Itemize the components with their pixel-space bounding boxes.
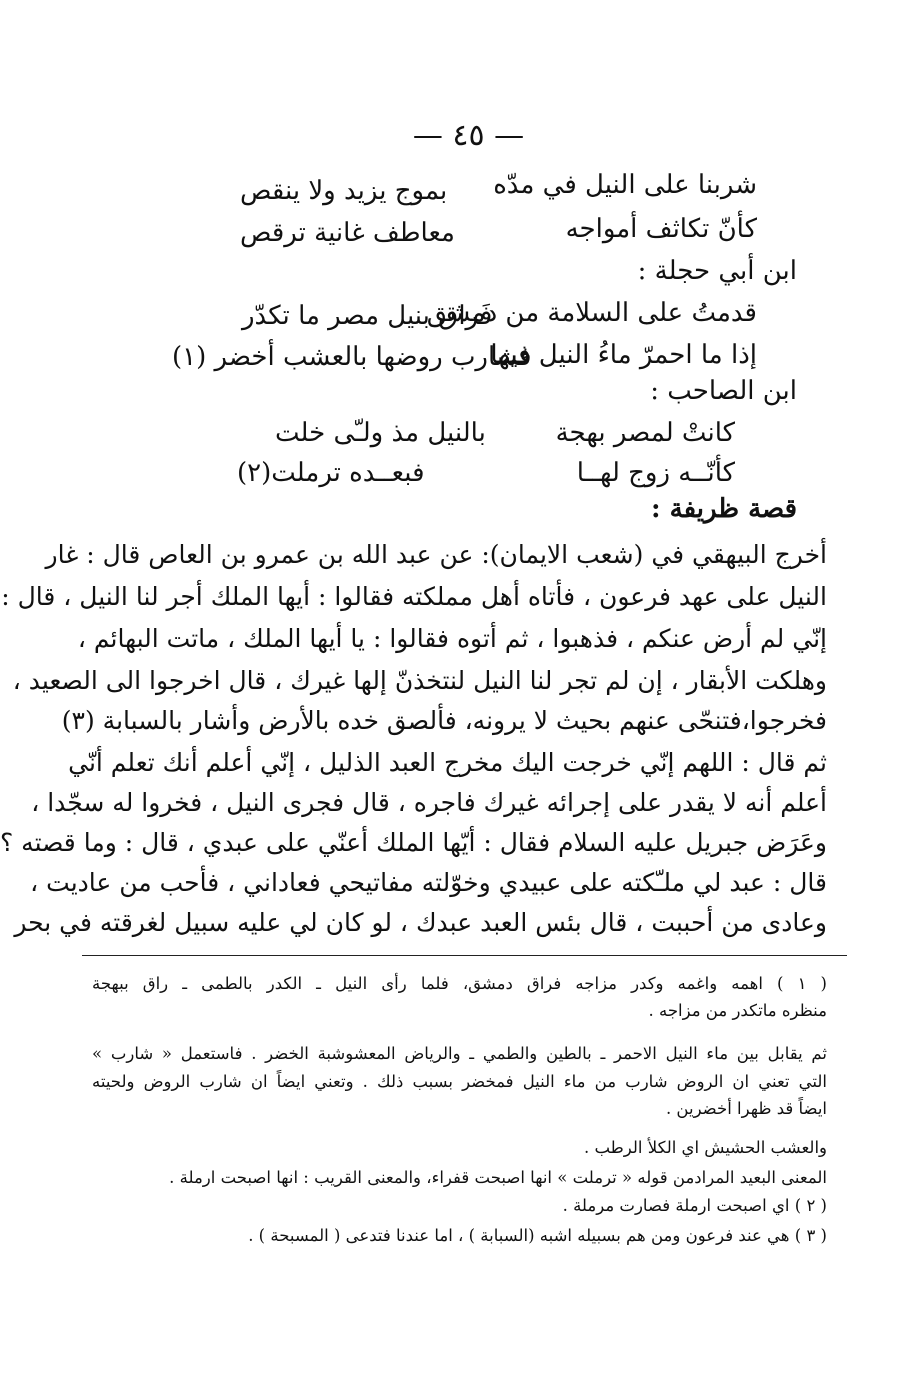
story-line: النيل على عهد فرعون ، فأتاه أهل مملكته فقالوا : أيها الملك أجر لنا النيل ، قال : xyxy=(1,582,827,611)
poet-name: ابن أبي حجلة : xyxy=(637,256,797,286)
verse-hemistich-right: كأنّــه زوج لهــا xyxy=(576,458,735,488)
verse-hemistich-left: بالنيل مذ ولـّى خلت xyxy=(275,418,486,448)
poet-name: ابن الصاحب : xyxy=(650,376,797,406)
verse-hemistich-left: فبعــده ترملت(٢) xyxy=(237,458,425,488)
footnote-line: ثم يقابل بين ماء النيل الاحمر ـ بالطين والطمي ـ والرياض المعشوشبة الخضر . فاستعمل « شارب » xyxy=(92,1044,827,1063)
footnote-line: منظره ماتكدر من مزاجه . xyxy=(648,1001,827,1020)
story-line: ثم قال : اللهم إنّي خرجت اليك مخرج العبد الذليل ، إنّي أعلم أنك تعلم أنّي xyxy=(68,748,827,777)
story-line: أخرج البيهقي في (شعب الايمان): عن عبد الله بن عمرو بن العاص قال : غار xyxy=(45,540,827,569)
story-line: وعَرَض جبريل عليه السلام فقال : أيّها الملك أعنّي على عبدي ، قال : وما قصته ؟ xyxy=(0,828,827,857)
story-line: إنّي لم أرض عنكم ، فذهبوا ، ثم أتوه فقالوا : يا أيها الملك ، ماتت البهائم ، xyxy=(77,624,827,653)
story-line: وهلكت الأبقار ، إن لم تجر لنا النيل لنتخذنّ إلها غيرك ، قال اخرجوا الى الصعيد ، xyxy=(12,666,827,695)
verse-hemistich-right: كانتْ لمصر بهجة xyxy=(555,418,735,448)
section-title: قصة ظريفة : xyxy=(651,494,797,524)
verse-hemistich-right: كأنّ تكاثف أمواجه xyxy=(565,214,757,244)
verse-hemistich-right: إذا ما احمرّ ماءُ النيل فيها xyxy=(490,340,757,370)
story-line: أعلم أنه لا يقدر على إجرائه غيرك فاجره ، قال فجرى النيل ، فخروا له سجّدا ، xyxy=(31,788,827,817)
footnote-line: والعشب الحشيش اي الكلأ الرطب . xyxy=(583,1138,827,1157)
footnote-line: ( ٣ ) هي عند فرعون ومن هم بسبيله اشبه (السبابة ) ، اما عندنا فتدعى ( المسبحة ) . xyxy=(248,1226,827,1245)
footnote-line: ( ١ ) اهمه واغمه وكدر مزاجه فراق دمشق، فلما رأى النيل ـ الكدر بالطمى ـ راق ببهجة xyxy=(92,974,827,993)
footnote-line: ايضاً قد ظهرا أخضرين . xyxy=(665,1099,827,1118)
verse-hemistich-left: معاطف غانية ترقص xyxy=(240,218,455,248)
footnote-line: التي تعني ان الروض شارب من ماء النيل فمخضر بسبب ذلك . وتعني ايضاً ان شارب الروض ولحيته xyxy=(92,1072,827,1091)
story-line: قال : عبد لي ملـّكته على عبيدي وخوّلته مفاتيحي فعاداني ، فأحب من عاديت ، xyxy=(30,868,827,897)
footnote-line: ( ٢ ) اي اصبحت ارملة فصارت مرملة . xyxy=(562,1196,827,1215)
verse-hemistich-right: شربنا على النيل في مدّه xyxy=(493,170,757,200)
story-line: فخرجوا،فتنحّى عنهم بحيث لا يرونه، فألصق خده بالأرض وأشار بالسبابة (٣) xyxy=(61,706,827,735)
verse-hemistich-left: فشارب روضها بالعشب أخضر (١) xyxy=(172,342,532,372)
verse-hemistich-right: قدمتُ على السلامة من دمشق xyxy=(426,298,757,328)
story-line: وعادى من أحببت ، قال بئس العبد عبدك ، لو كان لي عليه سبيل لغرقته في بحر xyxy=(14,908,827,937)
footnote-line: المعنى البعيد المرادمن قوله « ترملت » انها اصبحت قفراء، والمعنى القريب : انها اصبحت ارملة . xyxy=(169,1168,827,1187)
page-number: — ٤٥ — xyxy=(412,118,525,153)
footnote-divider xyxy=(82,955,847,956)
verse-hemistich-left: فَراق بنيل مصر ما تكدّر xyxy=(242,301,493,331)
verse-hemistich-left: بموج يزيد ولا ينقص xyxy=(240,176,448,206)
